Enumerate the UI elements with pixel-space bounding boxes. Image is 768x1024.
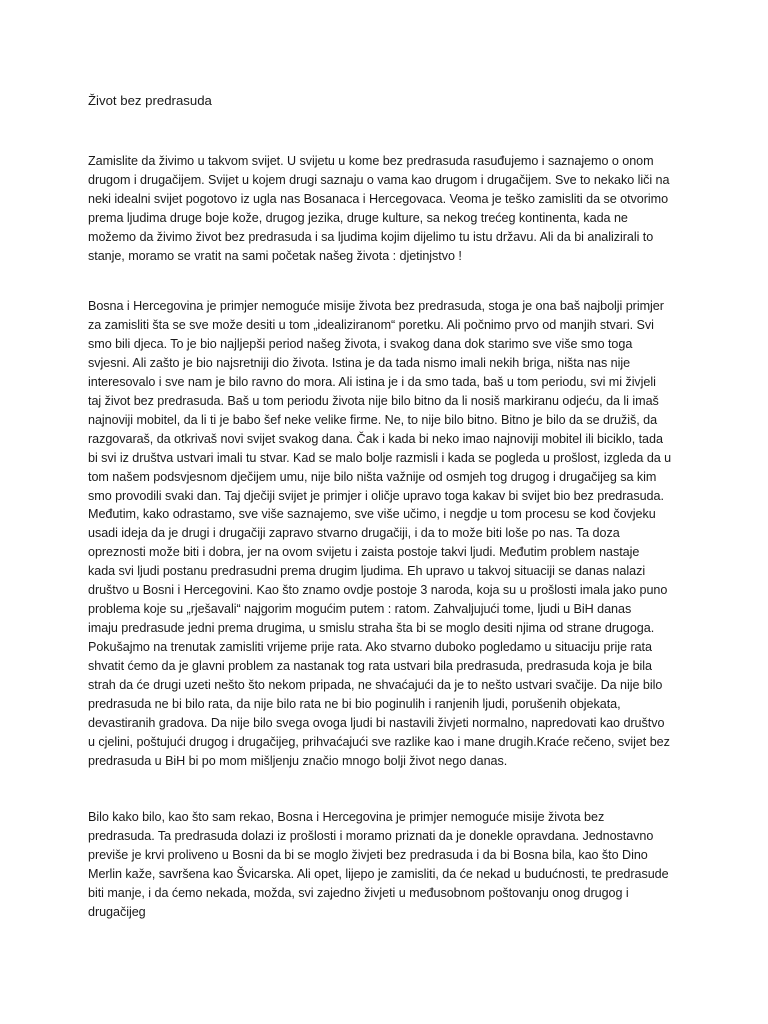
text-line: Merlin kaže, savršena kao Švicarska. Ali opet, lijepo je zamisliti, da će nekad u budućnosti, te predrasude bbox=[88, 866, 669, 881]
text-line: tom našem podsvjesnom dječijem umu, nije bilo ništa važnije od osmjeh tog drugog i drugačijeg sa kim bbox=[88, 469, 657, 484]
paragraph-2 bbox=[88, 297, 671, 771]
text-line: Pokušajmo na trenutak zamisliti vrijeme prije rata. Ako stvarno duboko pogledamo u situaciju prije rata bbox=[88, 640, 652, 655]
text-line: predrasuda ne bi bilo rata, da nije bilo rata ne bi bio poginulih i ranjenih ljudi, porušenih objekata, bbox=[88, 697, 621, 712]
text-line: Međutim, kako odrastamo, sve više saznajemo, sve više učimo, i negdje u tom procesu se kod čovjeku bbox=[88, 507, 656, 522]
text-line: svjesni. Ali zašto je bio najsretniji dio života. Istina je da tada nismo imali nekih briga, ništa nas nije bbox=[88, 355, 631, 370]
text-line: smo provodili svaki dan. Taj dječiji svijet je primjer i oličje upravo toga kakav bi svijet bio bez predrasuda. bbox=[88, 488, 664, 503]
text-line: previše je krvi proliveno u Bosni da bi se moglo živjeti bez predrasuda i da bi Bosna bila, kao što Dino bbox=[88, 847, 648, 862]
text-line: usadi ideja da je drugi i drugačiji zapravo stvarno drugačiji, i da to može biti loše po nas. Ta doza bbox=[88, 526, 620, 541]
text-line: društvo u Bosni i Hercegovini. Kao što znamo ovdje postoje 3 naroda, koja su u prošlosti imala jako puno bbox=[88, 583, 668, 598]
text-line: prema ljudima druge boje kože, drugog jezika, druge kulture, sa nekog trećeg kontinenta, kada ne bbox=[88, 210, 628, 225]
text-line: smo bili djeca. To je bio najljepši period našeg života, i svakog dana dok starimo sve više smo toga bbox=[88, 336, 633, 351]
text-line: Bilo kako bilo, kao što sam rekao, Bosna i Hercegovina je primjer nemoguće misije života bez bbox=[88, 810, 605, 824]
paragraph-3 bbox=[88, 808, 669, 922]
text-line: opreznosti može biti i dobra, jer na ovom svijetu i zaista postoje takvi ljudi. Međutim problem nastaje bbox=[88, 545, 640, 560]
text-line: Zamislite da živimo u takvom svijet. U svijetu u kome bez predrasuda rasuđujemo i saznajemo o onom bbox=[88, 154, 654, 168]
text-line: interesovalo i sve nam je bilo ravno do mora. Ali istina je i da smo tada, baš u tom periodu, svi mi živjeli bbox=[88, 374, 656, 389]
text-line: bi svi iz društva ustvari imali tu stvar. Kad se malo bolje razmisli i kada se pogleda u prošlost, izgleda da u bbox=[88, 450, 672, 465]
text-line: stanje, moramo se vratit na sami početak našeg života : djetinjstvo ! bbox=[88, 248, 462, 263]
text-line: za zamisliti šta se sve može desiti u tom „idealiziranom“ poretku. Ali počnimo prvo od manjih stvari. Svi bbox=[88, 317, 654, 332]
text-line: Bosna i Hercegovina je primjer nemoguće misije života bez predrasuda, stoga je ona baš najbolji primjer bbox=[88, 299, 664, 313]
text-line: razgovaraš, da otkrivaš novi svijet svakog dana. Čak i kada bi neko imao najnoviji mobitel ili biciklo, tada bbox=[88, 431, 663, 446]
text-line: možemo da živimo život bez predrasuda i sa ljudima kojim dijelimo tu istu državu. Ali da bi analizirali to bbox=[88, 229, 654, 244]
text-line: taj život bez predrasuda. Baš u tom periodu života nije bilo bitno da li nosiš markiranu odjeću, da li imaš bbox=[88, 393, 659, 408]
document-title: Život bez predrasuda bbox=[88, 93, 212, 108]
text-line: shvatit ćemo da je glavni problem za nastanak tog rata ustvari bila predrasuda, predrasuda koja je bila bbox=[88, 659, 652, 674]
text-line: strah da će drugi uzeti nešto što nekom pripada, ne shvaćajući da je to nešto ustvari svačije. Da nije bilo bbox=[88, 678, 663, 693]
text-line: predrasuda u BiH bi po mom mišljenju značio mnogo bolji život nego danas. bbox=[88, 753, 508, 768]
text-line: neki idealni svijet pogotovo iz ugla nas Bosanaca i Hercegovaca. Veoma je teško zamisliti da se otvorimo bbox=[88, 191, 669, 206]
text-line: drugom i drugačijem. Svijet u kojem drugi saznaju o vama kao drugom i drugačijem. Sve to nekako liči na bbox=[88, 172, 670, 187]
text-line: predrasuda. Ta predrasuda dolazi iz prošlosti i moramo priznati da je donekle opravdana. Jednostavno bbox=[88, 828, 654, 843]
text-line: kada svi ljudi postanu predrasudni prema drugim ljudima. Eh upravo u takvoj situaciji se danas nalazi bbox=[88, 564, 646, 579]
text-line: najnoviji mobitel, da li ti je babo šef neke velike firme. Ne, to nije bilo bitno. Bitno je bilo da se družiš, da bbox=[88, 412, 658, 427]
text-line: problema koje su „rješavali“ najgorim mogućim putem : ratom. Zahvaljujući tome, ljudi u BiH danas bbox=[88, 602, 632, 617]
text-line: imaju predrasude jedni prema drugima, u smislu straha šta bi se moglo desiti njima od strane drugoga. bbox=[88, 621, 655, 636]
text-line: drugačijeg bbox=[88, 904, 146, 919]
paragraph-1 bbox=[88, 152, 669, 266]
text-line: u cjelini, poštujući drugog i drugačijeg, prihvaćajući sve razlike kao i mane drugih.Kraće rečeno, svijet bez bbox=[88, 734, 670, 749]
text-line: biti manje, i da ćemo nekada, možda, svi zajedno živjeti u međusobnom poštovanju onog drugog i bbox=[88, 885, 629, 900]
text-line: devastiranih gradova. Da nije bilo svega ovoga ljudi bi nastavili živjeti normalno, napredovati kao društvo bbox=[88, 715, 665, 730]
